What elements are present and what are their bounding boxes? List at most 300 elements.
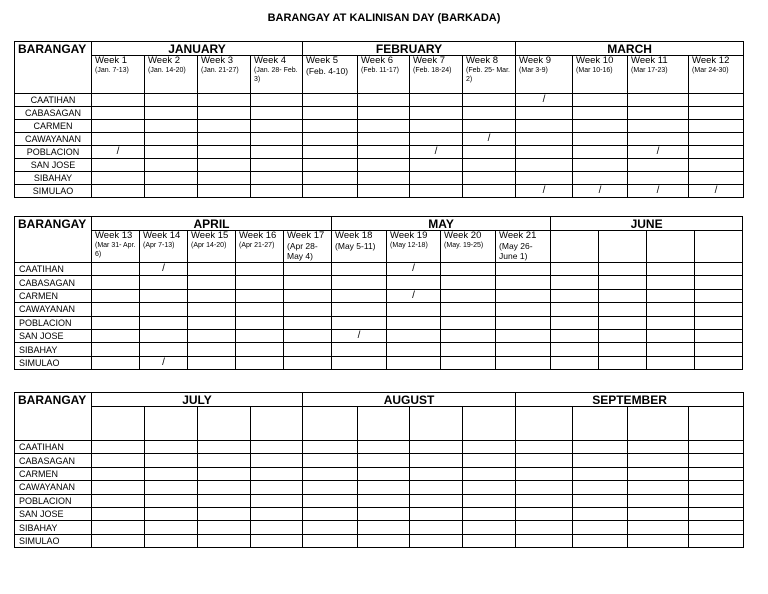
schedule-cell [140,329,188,342]
barangay-row [15,481,744,494]
week-header-cell [198,407,251,441]
schedule-cell [145,494,198,507]
schedule-cell [251,521,303,534]
schedule-cell [251,133,303,146]
schedule-cell [573,534,628,547]
week-header-cell [145,56,198,94]
schedule-cell [463,441,516,454]
week-header-cell [92,56,145,94]
schedule-cell [251,454,303,467]
barangay-row [15,94,744,107]
schedule-cell [198,534,251,547]
month-header-september: SEPTEMBER [516,393,744,407]
schedule-cell [284,263,332,276]
schedule-cell [463,467,516,480]
schedule-cell [92,441,145,454]
schedule-cell [516,494,573,507]
month-header-august: AUGUST [303,393,516,407]
schedule-cell [463,94,516,107]
schedule-cell [140,316,188,329]
schedule-cell [441,303,496,316]
schedule-cell [198,441,251,454]
schedule-cell [387,329,441,342]
week-header-cell [695,231,743,263]
schedule-cell [251,120,303,133]
schedule-cell [689,107,744,120]
barangay-row [15,343,743,356]
schedule-cell [92,329,140,342]
schedule-cell [410,120,463,133]
schedule-cell: / [689,185,744,198]
week-header-cell [92,407,145,441]
schedule-cell [689,521,744,534]
schedule-cell [145,107,198,120]
schedule-cell [516,133,573,146]
week-header-cell [689,407,744,441]
barangay-name: CABASAGAN [15,454,92,467]
schedule-cell [573,454,628,467]
barangay-name: SAN JOSE [15,329,92,342]
week-header-cell [551,231,599,263]
week-label: Week 9 [519,55,552,66]
schedule-cell [303,521,358,534]
month-header-january: JANUARY [92,42,303,56]
week-label: Week 13 [95,230,133,241]
schedule-cell [284,276,332,289]
schedule-cell [628,159,689,172]
page-title: BARANGAY AT KALINISAN DAY (BARKADA) [267,12,501,24]
barangay-name: CABASAGAN [15,107,92,120]
barangay-row [15,329,743,342]
schedule-cell [303,467,358,480]
schedule-cell [198,94,251,107]
schedule-cell [188,343,236,356]
schedule-cell [463,494,516,507]
week-header-cell [358,407,410,441]
schedule-cell [551,263,599,276]
week-header-cell [516,56,573,94]
schedule-cell [92,289,140,302]
week-date-range: (Jan. 28- Feb. 3) [254,67,298,83]
schedule-cell [441,343,496,356]
schedule-cell: / [628,146,689,159]
week-date-range: (May 26- June 1) [499,241,533,261]
schedule-cell [92,94,145,107]
schedule-cell [284,316,332,329]
schedule-cell [441,329,496,342]
schedule-cell [573,94,628,107]
schedule-cell [599,356,647,369]
schedule-cell [463,107,516,120]
schedule-cell [496,303,551,316]
week-header-cell [284,231,332,263]
barangay-name: SIMULAO [15,534,92,547]
schedule-cell [410,441,463,454]
schedule-cell [516,521,573,534]
schedule-cell [496,343,551,356]
schedule-cell [695,329,743,342]
schedule-cell [410,172,463,185]
schedule-cell [332,343,387,356]
schedule-cell [198,133,251,146]
barangay-row [15,356,743,369]
schedule-cell [516,454,573,467]
schedule-cell [251,159,303,172]
schedule-cell [198,521,251,534]
schedule-cell [689,172,744,185]
week-header-cell [332,231,387,263]
week-label: Week 2 [148,55,181,66]
barangay-column-header: BARANGAY [15,217,92,263]
week-date-range: (Jan. 7-13) [95,67,129,74]
month-header-june: JUNE [551,217,743,231]
schedule-cell: / [410,146,463,159]
schedule-cell [599,276,647,289]
barangay-name: CAATIHAN [15,263,92,276]
schedule-cell [145,521,198,534]
schedule-cell [236,356,284,369]
schedule-cell [358,454,410,467]
week-header-cell [188,231,236,263]
week-label: Week 5 [306,55,339,66]
schedule-cell [332,316,387,329]
week-header-cell [573,56,628,94]
schedule-cell [303,494,358,507]
schedule-cell [198,467,251,480]
schedule-cell [251,467,303,480]
schedule-cell [303,441,358,454]
schedule-cell [628,120,689,133]
schedule-cell [387,276,441,289]
schedule-cell: / [516,94,573,107]
barangay-row [15,289,743,302]
schedule-cell [92,507,145,520]
schedule-cell [689,94,744,107]
schedule-cell [198,481,251,494]
schedule-cell [410,534,463,547]
schedule-cell [551,329,599,342]
schedule-cell [516,107,573,120]
schedule-cell [140,276,188,289]
schedule-cell [188,276,236,289]
schedule-cell [92,521,145,534]
barangay-row [15,146,744,159]
week-header-cell [410,56,463,94]
schedule-cell [516,441,573,454]
week-date-range: (Feb. 11-17) [361,67,399,74]
week-date-range: (Jan. 21-27) [201,67,239,74]
barangay-row [15,507,744,520]
schedule-cell [303,172,358,185]
barangay-name: CAWAYANAN [15,481,92,494]
schedule-cell [303,94,358,107]
schedule-table-apr-jun [14,216,743,370]
week-date-range: (Mar 10-16) [576,67,613,74]
schedule-cell [251,107,303,120]
schedule-cell [410,94,463,107]
barangay-name: SIMULAO [15,185,92,198]
week-label: Week 19 [390,230,428,241]
week-header-cell [387,231,441,263]
schedule-cell [516,534,573,547]
barangay-row [15,263,743,276]
schedule-cell [92,481,145,494]
schedule-cell [463,159,516,172]
schedule-cell [441,316,496,329]
schedule-cell [251,146,303,159]
schedule-cell [573,521,628,534]
week-header-cell [303,56,358,94]
barangay-row [15,107,744,120]
schedule-cell [284,329,332,342]
week-header-cell [441,231,496,263]
barangay-row [15,303,743,316]
week-header-cell [647,231,695,263]
schedule-cell [332,289,387,302]
schedule-cell [628,467,689,480]
week-label: Week 8 [466,55,499,66]
barangay-name: SAN JOSE [15,159,92,172]
barangay-row [15,494,744,507]
schedule-cell [647,289,695,302]
schedule-cell [573,159,628,172]
week-header-cell [463,56,516,94]
schedule-cell [573,507,628,520]
barangay-row [15,521,744,534]
schedule-cell [516,146,573,159]
schedule-cell [387,316,441,329]
week-date-range: (Feb. 25- Mar. 2) [466,67,510,83]
schedule-cell [689,441,744,454]
barangay-name: CARMEN [15,120,92,133]
barangay-column-header: BARANGAY [15,393,92,441]
schedule-cell [647,343,695,356]
week-header-cell [145,407,198,441]
schedule-cell [92,185,145,198]
week-label: Week 17 [287,230,325,241]
schedule-cell [463,534,516,547]
schedule-cell [599,289,647,302]
week-label: Week 1 [95,55,128,66]
schedule-cell: / [140,356,188,369]
schedule-cell [358,94,410,107]
barangay-row [15,276,743,289]
week-label: Week 15 [191,230,229,241]
schedule-cell [251,507,303,520]
schedule-cell [410,107,463,120]
schedule-cell [410,159,463,172]
schedule-cell [145,146,198,159]
schedule-cell [496,356,551,369]
schedule-cell [463,454,516,467]
schedule-cell [145,534,198,547]
schedule-cell [410,494,463,507]
schedule-cell [689,159,744,172]
week-label: Week 10 [576,55,614,66]
schedule-cell [236,289,284,302]
schedule-cell [284,303,332,316]
schedule-cell [410,521,463,534]
week-header-cell [516,407,573,441]
barangay-name: CAATIHAN [15,94,92,107]
week-date-range: (Mar 3-9) [519,67,548,74]
schedule-cell [689,467,744,480]
barangay-name: SIBAHAY [15,172,92,185]
schedule-cell [573,481,628,494]
week-date-range: (May 5-11) [335,241,376,251]
week-date-range: (Apr 28- May 4) [287,241,318,261]
week-header-row [15,231,743,263]
schedule-cell [647,329,695,342]
barangay-row [15,185,744,198]
schedule-cell [198,185,251,198]
schedule-cell [573,107,628,120]
schedule-cell [573,120,628,133]
week-header-cell [628,56,689,94]
schedule-table-jul-sep [14,392,744,548]
schedule-cell [647,356,695,369]
schedule-cell [332,303,387,316]
schedule-cell [140,289,188,302]
schedule-cell [358,507,410,520]
schedule-cell [92,454,145,467]
schedule-cell [516,159,573,172]
week-header-cell [628,407,689,441]
schedule-cell [92,263,140,276]
schedule-cell [516,467,573,480]
barangay-name: SIMULAO [15,356,92,369]
week-header-cell [198,56,251,94]
schedule-cell [145,185,198,198]
schedule-cell [647,316,695,329]
schedule-cell [410,185,463,198]
month-header-march: MARCH [516,42,744,56]
schedule-cell [303,107,358,120]
schedule-cell [496,276,551,289]
schedule-cell: / [140,263,188,276]
schedule-cell [689,507,744,520]
barangay-row [15,120,744,133]
week-label: Week 21 [499,230,537,241]
schedule-cell [92,303,140,316]
schedule-cell [198,120,251,133]
schedule-cell [551,303,599,316]
week-date-range: (Apr 14-20) [191,242,227,249]
barangay-name: CAWAYANAN [15,133,92,146]
schedule-cell [628,133,689,146]
schedule-cell: / [628,185,689,198]
schedule-cell [695,289,743,302]
week-date-range: (Mar 24-30) [692,67,729,74]
schedule-cell [516,481,573,494]
schedule-cell [236,329,284,342]
schedule-cell [303,481,358,494]
schedule-cell [551,316,599,329]
barangay-column-header: BARANGAY [15,42,92,94]
schedule-cell [463,507,516,520]
schedule-cell: / [573,185,628,198]
schedule-cell [628,481,689,494]
schedule-cell [145,159,198,172]
schedule-cell: / [516,185,573,198]
schedule-cell [92,120,145,133]
schedule-cell [92,343,140,356]
schedule-cell: / [387,289,441,302]
schedule-cell [695,303,743,316]
schedule-cell [198,159,251,172]
week-header-cell [92,231,140,263]
schedule-cell [551,276,599,289]
schedule-cell [689,133,744,146]
week-date-range: (Apr 21-27) [239,242,275,249]
barangay-name: CARMEN [15,467,92,480]
schedule-cell [441,289,496,302]
schedule-cell [551,343,599,356]
schedule-cell [198,454,251,467]
schedule-cell [410,481,463,494]
schedule-cell [573,172,628,185]
schedule-cell [251,185,303,198]
schedule-cell [441,276,496,289]
month-header-april: APRIL [92,217,332,231]
schedule-cell [303,133,358,146]
schedule-cell [496,263,551,276]
schedule-cell [599,303,647,316]
schedule-cell [92,316,140,329]
month-header-row [15,217,743,231]
schedule-cell [628,441,689,454]
schedule-cell [599,329,647,342]
schedule-cell [573,441,628,454]
schedule-cell [689,454,744,467]
week-header-cell [573,407,628,441]
schedule-cell [695,276,743,289]
schedule-cell [92,467,145,480]
month-header-row [15,393,744,407]
barangay-row [15,467,744,480]
week-header-cell [251,56,303,94]
schedule-cell [358,107,410,120]
month-header-may: MAY [332,217,551,231]
schedule-cell [145,441,198,454]
schedule-cell [695,343,743,356]
schedule-cell [358,159,410,172]
schedule-cell [145,133,198,146]
barangay-name: SIBAHAY [15,521,92,534]
schedule-cell [358,120,410,133]
schedule-cell [198,507,251,520]
schedule-cell [573,146,628,159]
schedule-cell [516,120,573,133]
schedule-cell [496,329,551,342]
barangay-row [15,441,744,454]
schedule-cell [236,316,284,329]
schedule-cell [551,289,599,302]
week-header-cell [140,231,188,263]
schedule-cell [236,263,284,276]
week-date-range: (May. 19-25) [444,242,484,249]
schedule-cell [463,521,516,534]
schedule-cell [303,507,358,520]
schedule-cell [188,263,236,276]
schedule-cell [303,454,358,467]
schedule-cell [599,263,647,276]
week-header-cell [463,407,516,441]
week-label: Week 20 [444,230,482,241]
schedule-cell [332,276,387,289]
barangay-name: POBLACION [15,316,92,329]
schedule-cell [358,146,410,159]
